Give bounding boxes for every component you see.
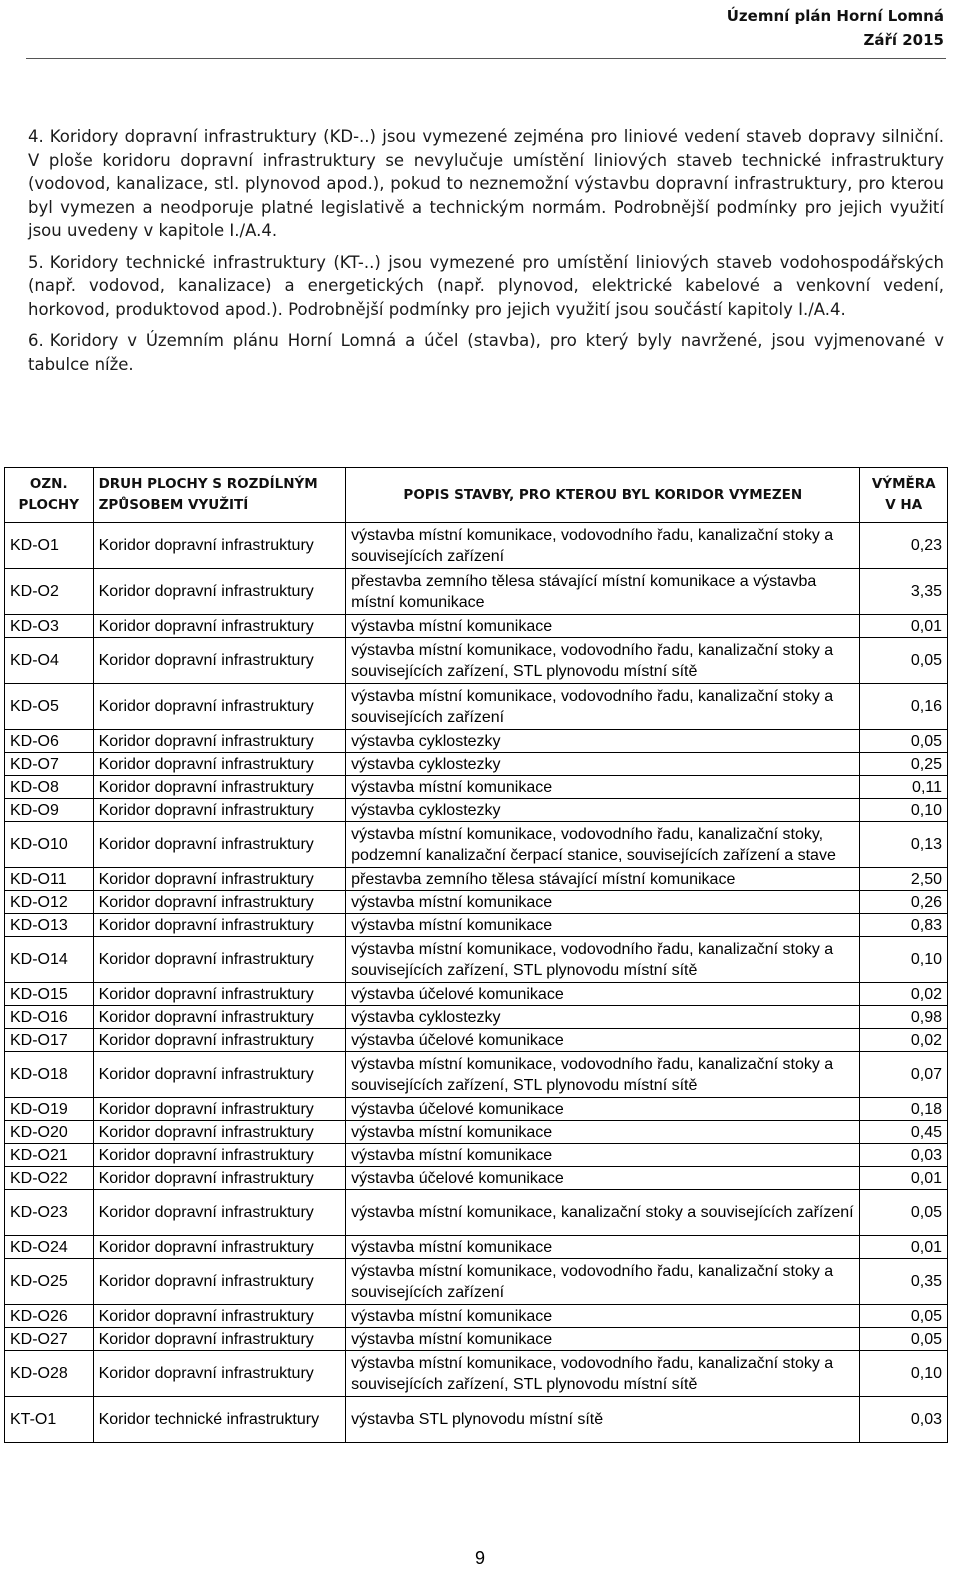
- cell-area: 0,10: [860, 799, 948, 822]
- cell-type: Koridor dopravní infrastruktury: [93, 937, 346, 983]
- cell-area: 2,50: [860, 868, 948, 891]
- cell-description: výstavba účelové komunikace: [346, 983, 860, 1006]
- cell-description: přestavba zemního tělesa stávající místní komunikace: [346, 868, 860, 891]
- cell-description: výstavba místní komunikace, vodovodního řadu, kanalizační stoky a souvisejících zařízení, STL plynovodu místní sítě: [346, 638, 860, 684]
- cell-description: výstavba místní komunikace: [346, 776, 860, 799]
- cell-area: 0,35: [860, 1259, 948, 1305]
- table-row: [5, 1236, 948, 1259]
- cell-type: Koridor dopravní infrastruktury: [93, 1328, 346, 1351]
- cell-area: 0,10: [860, 937, 948, 983]
- cell-type: Koridor dopravní infrastruktury: [93, 983, 346, 1006]
- paragraph-6: [28, 329, 944, 376]
- cell-area: 0,01: [860, 1236, 948, 1259]
- paragraph-number: 6.: [28, 331, 44, 350]
- cell-description: výstavba místní komunikace: [346, 1144, 860, 1167]
- table-row: [5, 615, 948, 638]
- cell-type: Koridor dopravní infrastruktury: [93, 891, 346, 914]
- table-row: [5, 1006, 948, 1029]
- table-row: [5, 1144, 948, 1167]
- paragraph-5: [28, 251, 944, 322]
- paragraph-text: Koridory dopravní infrastruktury (KD-..) jsou vymezené zejména pro liniové vedení staveb dopravy silniční. V ploše koridoru dopravní infrastruktury se nevylučuje umístění liniových staveb technické infrastruktury (vodovod, kanalizace, stl. plynovod apod.), pokud to neznemožní výstavbu dopravní infrastruktury, pro kterou byl vymezen a neodporuje platné legislativě a technickým normám. Podrobnější podmínky pro jejich využití jsou uvedeny v kapitole I./A.4.: [28, 127, 944, 240]
- table-row: [5, 1052, 948, 1098]
- cell-area: 0,05: [860, 638, 948, 684]
- table-header-row: [5, 468, 948, 523]
- cell-code: KD-O12: [5, 891, 94, 914]
- document-date: Září 2015: [863, 31, 944, 49]
- cell-description: výstavba místní komunikace: [346, 914, 860, 937]
- cell-code: KD-O25: [5, 1259, 94, 1305]
- paragraph-number: 5.: [28, 252, 44, 272]
- cell-type: Koridor technické infrastruktury: [93, 1397, 346, 1443]
- cell-code: KD-O26: [5, 1305, 94, 1328]
- header-divider: [26, 58, 946, 59]
- cell-type: Koridor dopravní infrastruktury: [93, 822, 346, 868]
- cell-area: 0,05: [860, 1190, 948, 1236]
- cell-area: 0,03: [860, 1397, 948, 1443]
- cell-code: KD-O1: [5, 523, 94, 569]
- cell-description: výstavba místní komunikace, vodovodního řadu, kanalizační stoky a souvisejících zařízení, STL plynovodu místní sítě: [346, 1052, 860, 1098]
- table-row: [5, 868, 948, 891]
- table-row: [5, 638, 948, 684]
- cell-code: KD-O11: [5, 868, 94, 891]
- cell-area: 0,01: [860, 1167, 948, 1190]
- cell-description: výstavba místní komunikace, vodovodního řadu, kanalizační stoky a souvisejících zařízení, STL plynovodu místní sítě: [346, 1351, 860, 1397]
- cell-description: výstavba místní komunikace, vodovodního řadu, kanalizační stoky, podzemní kanalizační čerpací stanice, souvisejících zařízení a stave: [346, 822, 860, 868]
- cell-type: Koridor dopravní infrastruktury: [93, 569, 346, 615]
- table-row: [5, 1029, 948, 1052]
- cell-type: Koridor dopravní infrastruktury: [93, 1029, 346, 1052]
- cell-type: Koridor dopravní infrastruktury: [93, 868, 346, 891]
- cell-type: Koridor dopravní infrastruktury: [93, 638, 346, 684]
- table-row: [5, 1259, 948, 1305]
- paragraph-number: 4.: [28, 127, 44, 146]
- table-row: [5, 684, 948, 730]
- cell-area: 0,13: [860, 822, 948, 868]
- header-description: POPIS STAVBY, PRO KTEROU BYL KORIDOR VYMEZEN: [346, 468, 860, 523]
- cell-description: výstavba místní komunikace: [346, 1121, 860, 1144]
- page-number: 9: [474, 1548, 485, 1568]
- cell-code: KD-O14: [5, 937, 94, 983]
- cell-type: Koridor dopravní infrastruktury: [93, 1006, 346, 1029]
- table-body: [5, 523, 948, 1443]
- cell-area: 0,25: [860, 753, 948, 776]
- cell-description: výstavba cyklostezky: [346, 799, 860, 822]
- table-row: [5, 822, 948, 868]
- cell-description: výstavba místní komunikace, kanalizační stoky a souvisejících zařízení: [346, 1190, 860, 1236]
- table-row: [5, 1121, 948, 1144]
- cell-code: KD-O17: [5, 1029, 94, 1052]
- cell-code: KD-O13: [5, 914, 94, 937]
- cell-description: výstavba místní komunikace: [346, 615, 860, 638]
- table-row: [5, 983, 948, 1006]
- cell-code: KD-O3: [5, 615, 94, 638]
- cell-code: KD-O20: [5, 1121, 94, 1144]
- cell-area: 0,05: [860, 1305, 948, 1328]
- cell-description: výstavba cyklostezky: [346, 753, 860, 776]
- cell-type: Koridor dopravní infrastruktury: [93, 753, 346, 776]
- cell-description: výstavba místní komunikace, vodovodního řadu, kanalizační stoky a souvisejících zařízení: [346, 684, 860, 730]
- cell-area: 0,01: [860, 615, 948, 638]
- table-row: [5, 730, 948, 753]
- cell-description: výstavba místní komunikace: [346, 891, 860, 914]
- cell-type: Koridor dopravní infrastruktury: [93, 615, 346, 638]
- cell-area: 0,02: [860, 983, 948, 1006]
- cell-type: Koridor dopravní infrastruktury: [93, 1167, 346, 1190]
- cell-code: KD-O19: [5, 1098, 94, 1121]
- cell-area: 3,35: [860, 569, 948, 615]
- cell-type: Koridor dopravní infrastruktury: [93, 1121, 346, 1144]
- table-row: [5, 1351, 948, 1397]
- cell-area: 0,11: [860, 776, 948, 799]
- cell-description: výstavba účelové komunikace: [346, 1029, 860, 1052]
- document-title: Územní plán Horní Lomná: [726, 7, 944, 25]
- cell-type: Koridor dopravní infrastruktury: [93, 1305, 346, 1328]
- table-row: [5, 937, 948, 983]
- cell-area: 0,07: [860, 1052, 948, 1098]
- cell-code: KD-O9: [5, 799, 94, 822]
- cell-code: KD-O8: [5, 776, 94, 799]
- corridor-table: [4, 467, 948, 1443]
- cell-code: KD-O24: [5, 1236, 94, 1259]
- cell-description: výstavba účelové komunikace: [346, 1167, 860, 1190]
- table-row: [5, 753, 948, 776]
- cell-area: 0,16: [860, 684, 948, 730]
- cell-code: KD-O21: [5, 1144, 94, 1167]
- body-text: [28, 125, 944, 384]
- cell-type: Koridor dopravní infrastruktury: [93, 914, 346, 937]
- cell-type: Koridor dopravní infrastruktury: [93, 523, 346, 569]
- cell-code: KD-O28: [5, 1351, 94, 1397]
- cell-code: KD-O15: [5, 983, 94, 1006]
- table-row: [5, 1305, 948, 1328]
- cell-description: výstavba STL plynovodu místní sítě: [346, 1397, 860, 1443]
- cell-description: výstavba místní komunikace: [346, 1236, 860, 1259]
- cell-type: Koridor dopravní infrastruktury: [93, 1236, 346, 1259]
- cell-code: KD-O2: [5, 569, 94, 615]
- table-row: [5, 799, 948, 822]
- cell-type: Koridor dopravní infrastruktury: [93, 1351, 346, 1397]
- header-type: DRUH PLOCHY S ROZDÍLNÝM ZPŮSOBEM VYUŽITÍ: [93, 468, 346, 523]
- table-row: [5, 569, 948, 615]
- paragraph-text: Koridory v Územním plánu Horní Lomná a účel (stavba), pro který byly navržené, jsou vyjmenované v tabulce níže.: [28, 331, 944, 374]
- cell-description: výstavba místní komunikace: [346, 1305, 860, 1328]
- cell-code: KD-O18: [5, 1052, 94, 1098]
- cell-code: KD-O27: [5, 1328, 94, 1351]
- paragraph-text: Koridory technické infrastruktury (KT-..) jsou vymezené pro umístění liniových staveb vodohospodářských (např. vodovod, kanalizace) a energetických (např. plynovod, elektrické kabelové a venkovní vedení, horkovod, produktovod apod.). Podrobnější podmínky pro jejich využití jsou součástí kapitoly I./A.4.: [28, 252, 944, 319]
- cell-area: 0,05: [860, 1328, 948, 1351]
- cell-description: výstavba cyklostezky: [346, 730, 860, 753]
- cell-area: 0,02: [860, 1029, 948, 1052]
- paragraph-4: [28, 125, 944, 243]
- cell-type: Koridor dopravní infrastruktury: [93, 776, 346, 799]
- cell-description: výstavba účelové komunikace: [346, 1098, 860, 1121]
- cell-type: Koridor dopravní infrastruktury: [93, 730, 346, 753]
- cell-type: Koridor dopravní infrastruktury: [93, 1259, 346, 1305]
- cell-description: výstavba místní komunikace, vodovodního řadu, kanalizační stoky a souvisejících zařízení: [346, 523, 860, 569]
- table-row: [5, 523, 948, 569]
- cell-code: KD-O23: [5, 1190, 94, 1236]
- header-code: OZN. PLOCHY: [5, 468, 94, 523]
- cell-area: 0,03: [860, 1144, 948, 1167]
- table-row: [5, 1190, 948, 1236]
- cell-description: přestavba zemního tělesa stávající místní komunikace a výstavba místní komunikace: [346, 569, 860, 615]
- cell-area: 0,98: [860, 1006, 948, 1029]
- table-row: [5, 891, 948, 914]
- cell-description: výstavba místní komunikace, vodovodního řadu, kanalizační stoky a souvisejících zařízení: [346, 1259, 860, 1305]
- cell-area: 0,45: [860, 1121, 948, 1144]
- cell-code: KD-O16: [5, 1006, 94, 1029]
- cell-code: KD-O4: [5, 638, 94, 684]
- cell-area: 0,18: [860, 1098, 948, 1121]
- table-row: [5, 1167, 948, 1190]
- cell-description: výstavba cyklostezky: [346, 1006, 860, 1029]
- table-row: [5, 1397, 948, 1443]
- cell-type: Koridor dopravní infrastruktury: [93, 1098, 346, 1121]
- cell-code: KD-O7: [5, 753, 94, 776]
- cell-area: 0,10: [860, 1351, 948, 1397]
- cell-code: KD-O10: [5, 822, 94, 868]
- page-header: [727, 4, 944, 52]
- cell-code: KD-O5: [5, 684, 94, 730]
- cell-area: 0,05: [860, 730, 948, 753]
- cell-code: KD-O6: [5, 730, 94, 753]
- header-area: VÝMĚRA V HA: [860, 468, 948, 523]
- cell-area: 0,26: [860, 891, 948, 914]
- cell-description: výstavba místní komunikace: [346, 1328, 860, 1351]
- cell-type: Koridor dopravní infrastruktury: [93, 1190, 346, 1236]
- cell-area: 0,23: [860, 523, 948, 569]
- cell-description: výstavba místní komunikace, vodovodního řadu, kanalizační stoky a souvisejících zařízení, STL plynovodu místní sítě: [346, 937, 860, 983]
- cell-type: Koridor dopravní infrastruktury: [93, 1052, 346, 1098]
- table-row: [5, 914, 948, 937]
- table-row: [5, 1328, 948, 1351]
- cell-area: 0,83: [860, 914, 948, 937]
- cell-type: Koridor dopravní infrastruktury: [93, 684, 346, 730]
- table-row: [5, 776, 948, 799]
- cell-type: Koridor dopravní infrastruktury: [93, 1144, 346, 1167]
- table-row: [5, 1098, 948, 1121]
- cell-type: Koridor dopravní infrastruktury: [93, 799, 346, 822]
- cell-code: KT-O1: [5, 1397, 94, 1443]
- cell-code: KD-O22: [5, 1167, 94, 1190]
